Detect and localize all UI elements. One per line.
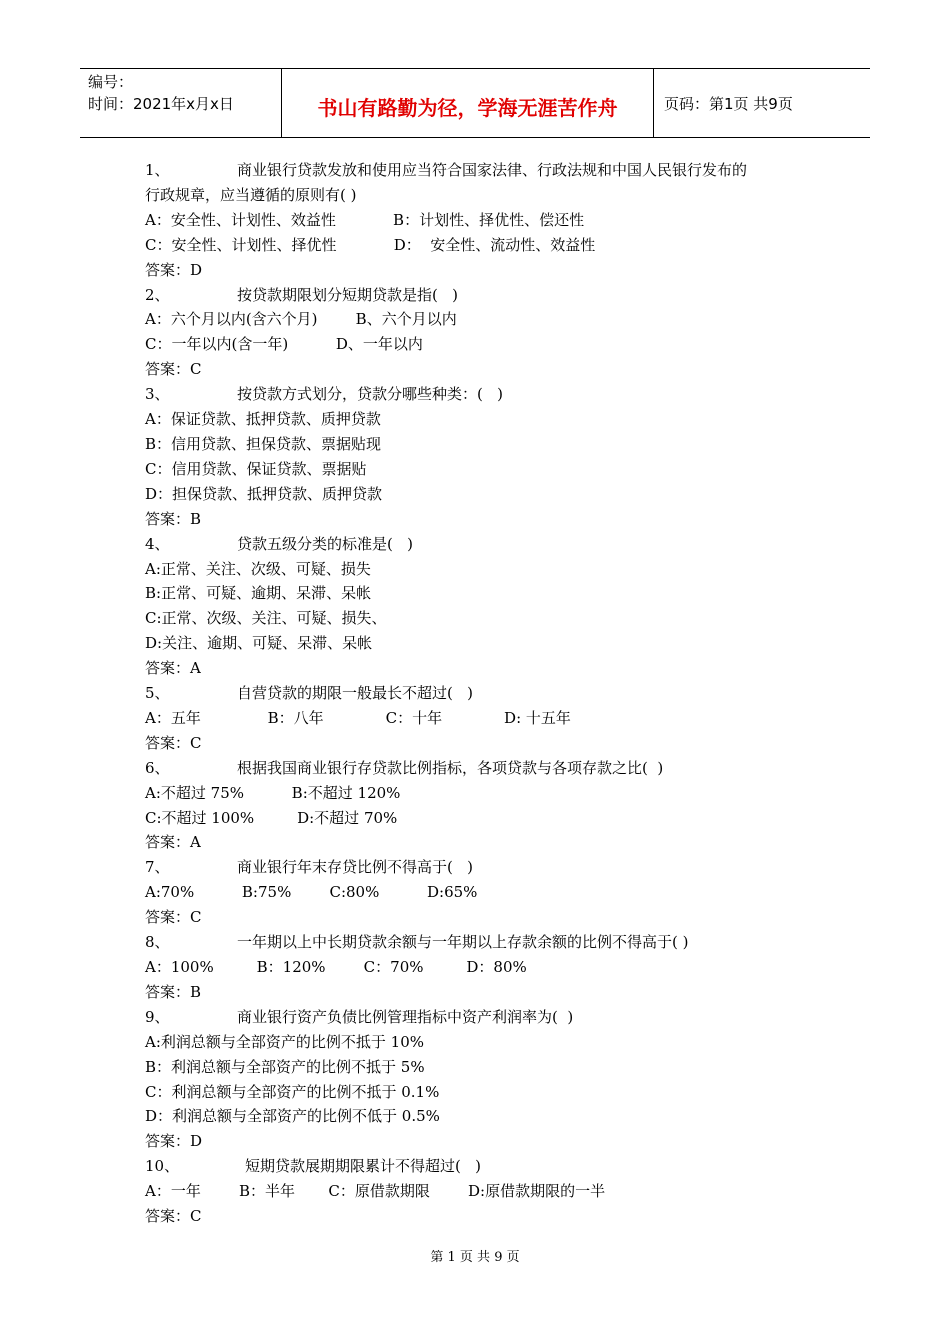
answer-options: A：安全性、计划性、效益性 B：计划性、择优性、偿还性	[145, 210, 585, 229]
answer-key: 答案：C	[145, 1207, 202, 1226]
answer-options: C:正常、次级、关注、可疑、损失、	[145, 609, 387, 628]
answer-options: C：一年以内(含一年) D、一年以内	[145, 335, 423, 354]
question-text-continued: 行政规章，应当遵循的原则有( )	[145, 185, 357, 204]
page-footer: 第 1 页 共 9 页	[430, 1250, 520, 1265]
question-item	[145, 158, 825, 283]
question-text: 短期贷款展期期限累计不得超过( )	[245, 1157, 482, 1176]
question-number: 5、	[145, 684, 170, 703]
answer-options: D:关注、逾期、可疑、呆滞、呆帐	[145, 634, 373, 653]
question-line	[145, 930, 825, 955]
question-text: 商业银行贷款发放和使用应当符合国家法律、行政法规和中国人民银行发布的	[237, 161, 748, 179]
answer-key: 答案：B	[145, 982, 202, 1001]
answer-key: 答案：C	[145, 733, 202, 752]
header-page-info: 页码：第1页 共9页	[664, 94, 793, 113]
question-text: 商业银行资产负债比例管理指标中资产利润率为( )	[237, 1007, 574, 1026]
question-item	[145, 532, 825, 681]
answer-options: C：信用贷款、保证贷款、票据贴	[145, 459, 367, 478]
answer-options: C:不超过 100% D:不超过 70%	[145, 808, 398, 827]
question-number: 1、	[145, 161, 170, 179]
answer-options: D：担保贷款、抵押贷款、质押贷款	[145, 484, 383, 503]
question-item	[145, 382, 825, 531]
question-line	[145, 382, 825, 407]
question-number: 9、	[145, 1007, 170, 1026]
answer-options: B:正常、可疑、逾期、呆滞、呆帐	[145, 584, 372, 603]
answer-options: A:不超过 75% B:不超过 120%	[145, 783, 401, 802]
question-number: 2、	[145, 285, 170, 304]
answer-options: B：信用贷款、担保贷款、票据贴现	[145, 434, 382, 453]
answer-options: A：五年 B：八年 C：十年 D: 十五年	[145, 708, 571, 727]
answer-options: A：一年 B：半年 C：原借款期限 D:原借款期限的一半	[145, 1182, 606, 1201]
question-list	[145, 158, 825, 1229]
question-text: 贷款五级分类的标准是( )	[237, 534, 414, 553]
question-line	[145, 1005, 825, 1030]
answer-options: A：六个月以内(含六个月) B、六个月以内	[145, 310, 457, 329]
question-number: 3、	[145, 385, 170, 404]
question-line	[145, 855, 825, 880]
document-time-label: 时间：2021年x月x日	[88, 95, 234, 113]
question-text: 自营贷款的期限一般最长不超过( )	[237, 684, 474, 703]
answer-options: A:70% B:75% C:80% D:65%	[145, 883, 478, 902]
question-item	[145, 855, 825, 930]
question-item	[145, 681, 825, 756]
question-text: 按贷款方式划分，贷款分哪些种类：( )	[237, 385, 504, 404]
answer-options: A:利润总额与全部资产的比例不抵于 10%	[145, 1032, 424, 1051]
question-number: 8、	[145, 933, 170, 952]
question-text: 根据我国商业银行存贷款比例指标，各项贷款与各项存款之比( )	[237, 758, 664, 777]
question-line	[145, 681, 825, 706]
question-text: 一年期以上中长期贷款余额与一年期以上存款余额的比例不得高于( )	[237, 933, 689, 952]
question-number: 6、	[145, 758, 170, 777]
answer-key: 答案：D	[145, 1132, 203, 1151]
answer-key: 答案：D	[145, 260, 203, 279]
question-item	[145, 756, 825, 856]
question-item	[145, 930, 825, 1005]
answer-key: 答案：C	[145, 908, 202, 927]
answer-options: A：100% B：120% C：70% D：80%	[145, 958, 527, 976]
answer-options: C：利润总额与全部资产的比例不抵于 0.1%	[145, 1082, 440, 1101]
answer-options: A：保证贷款、抵押贷款、质押贷款	[145, 410, 381, 429]
question-line	[145, 158, 825, 183]
question-line	[145, 756, 825, 781]
question-line	[145, 1154, 825, 1179]
question-item	[145, 1154, 825, 1229]
header-motto: 书山有路勤为径，学海无涯苦作舟	[282, 69, 654, 137]
answer-key: 答案：C	[145, 360, 202, 379]
question-item	[145, 283, 825, 383]
page-header	[80, 68, 870, 138]
answer-key: 答案：A	[145, 659, 201, 678]
answer-options: C：安全性、计划性、择优性 D： 安全性、流动性、效益性	[145, 235, 596, 254]
document-number-label: 编号：	[88, 73, 134, 91]
question-line	[145, 283, 825, 308]
question-item	[145, 1005, 825, 1154]
answer-key: 答案：A	[145, 833, 201, 852]
answer-options: B：利润总额与全部资产的比例不抵于 5%	[145, 1057, 425, 1076]
question-number: 10、	[145, 1157, 180, 1176]
question-number: 7、	[145, 858, 170, 877]
question-text: 商业银行年末存贷比例不得高于( )	[237, 858, 474, 877]
question-line	[145, 532, 825, 557]
answer-options: D：利润总额与全部资产的比例不低于 0.5%	[145, 1107, 440, 1126]
answer-key: 答案：B	[145, 509, 202, 528]
header-meta	[80, 69, 282, 137]
question-number: 4、	[145, 534, 170, 553]
answer-options: A:正常、关注、次级、可疑、损失	[145, 559, 371, 578]
question-text: 按贷款期限划分短期贷款是指( )	[237, 285, 459, 304]
